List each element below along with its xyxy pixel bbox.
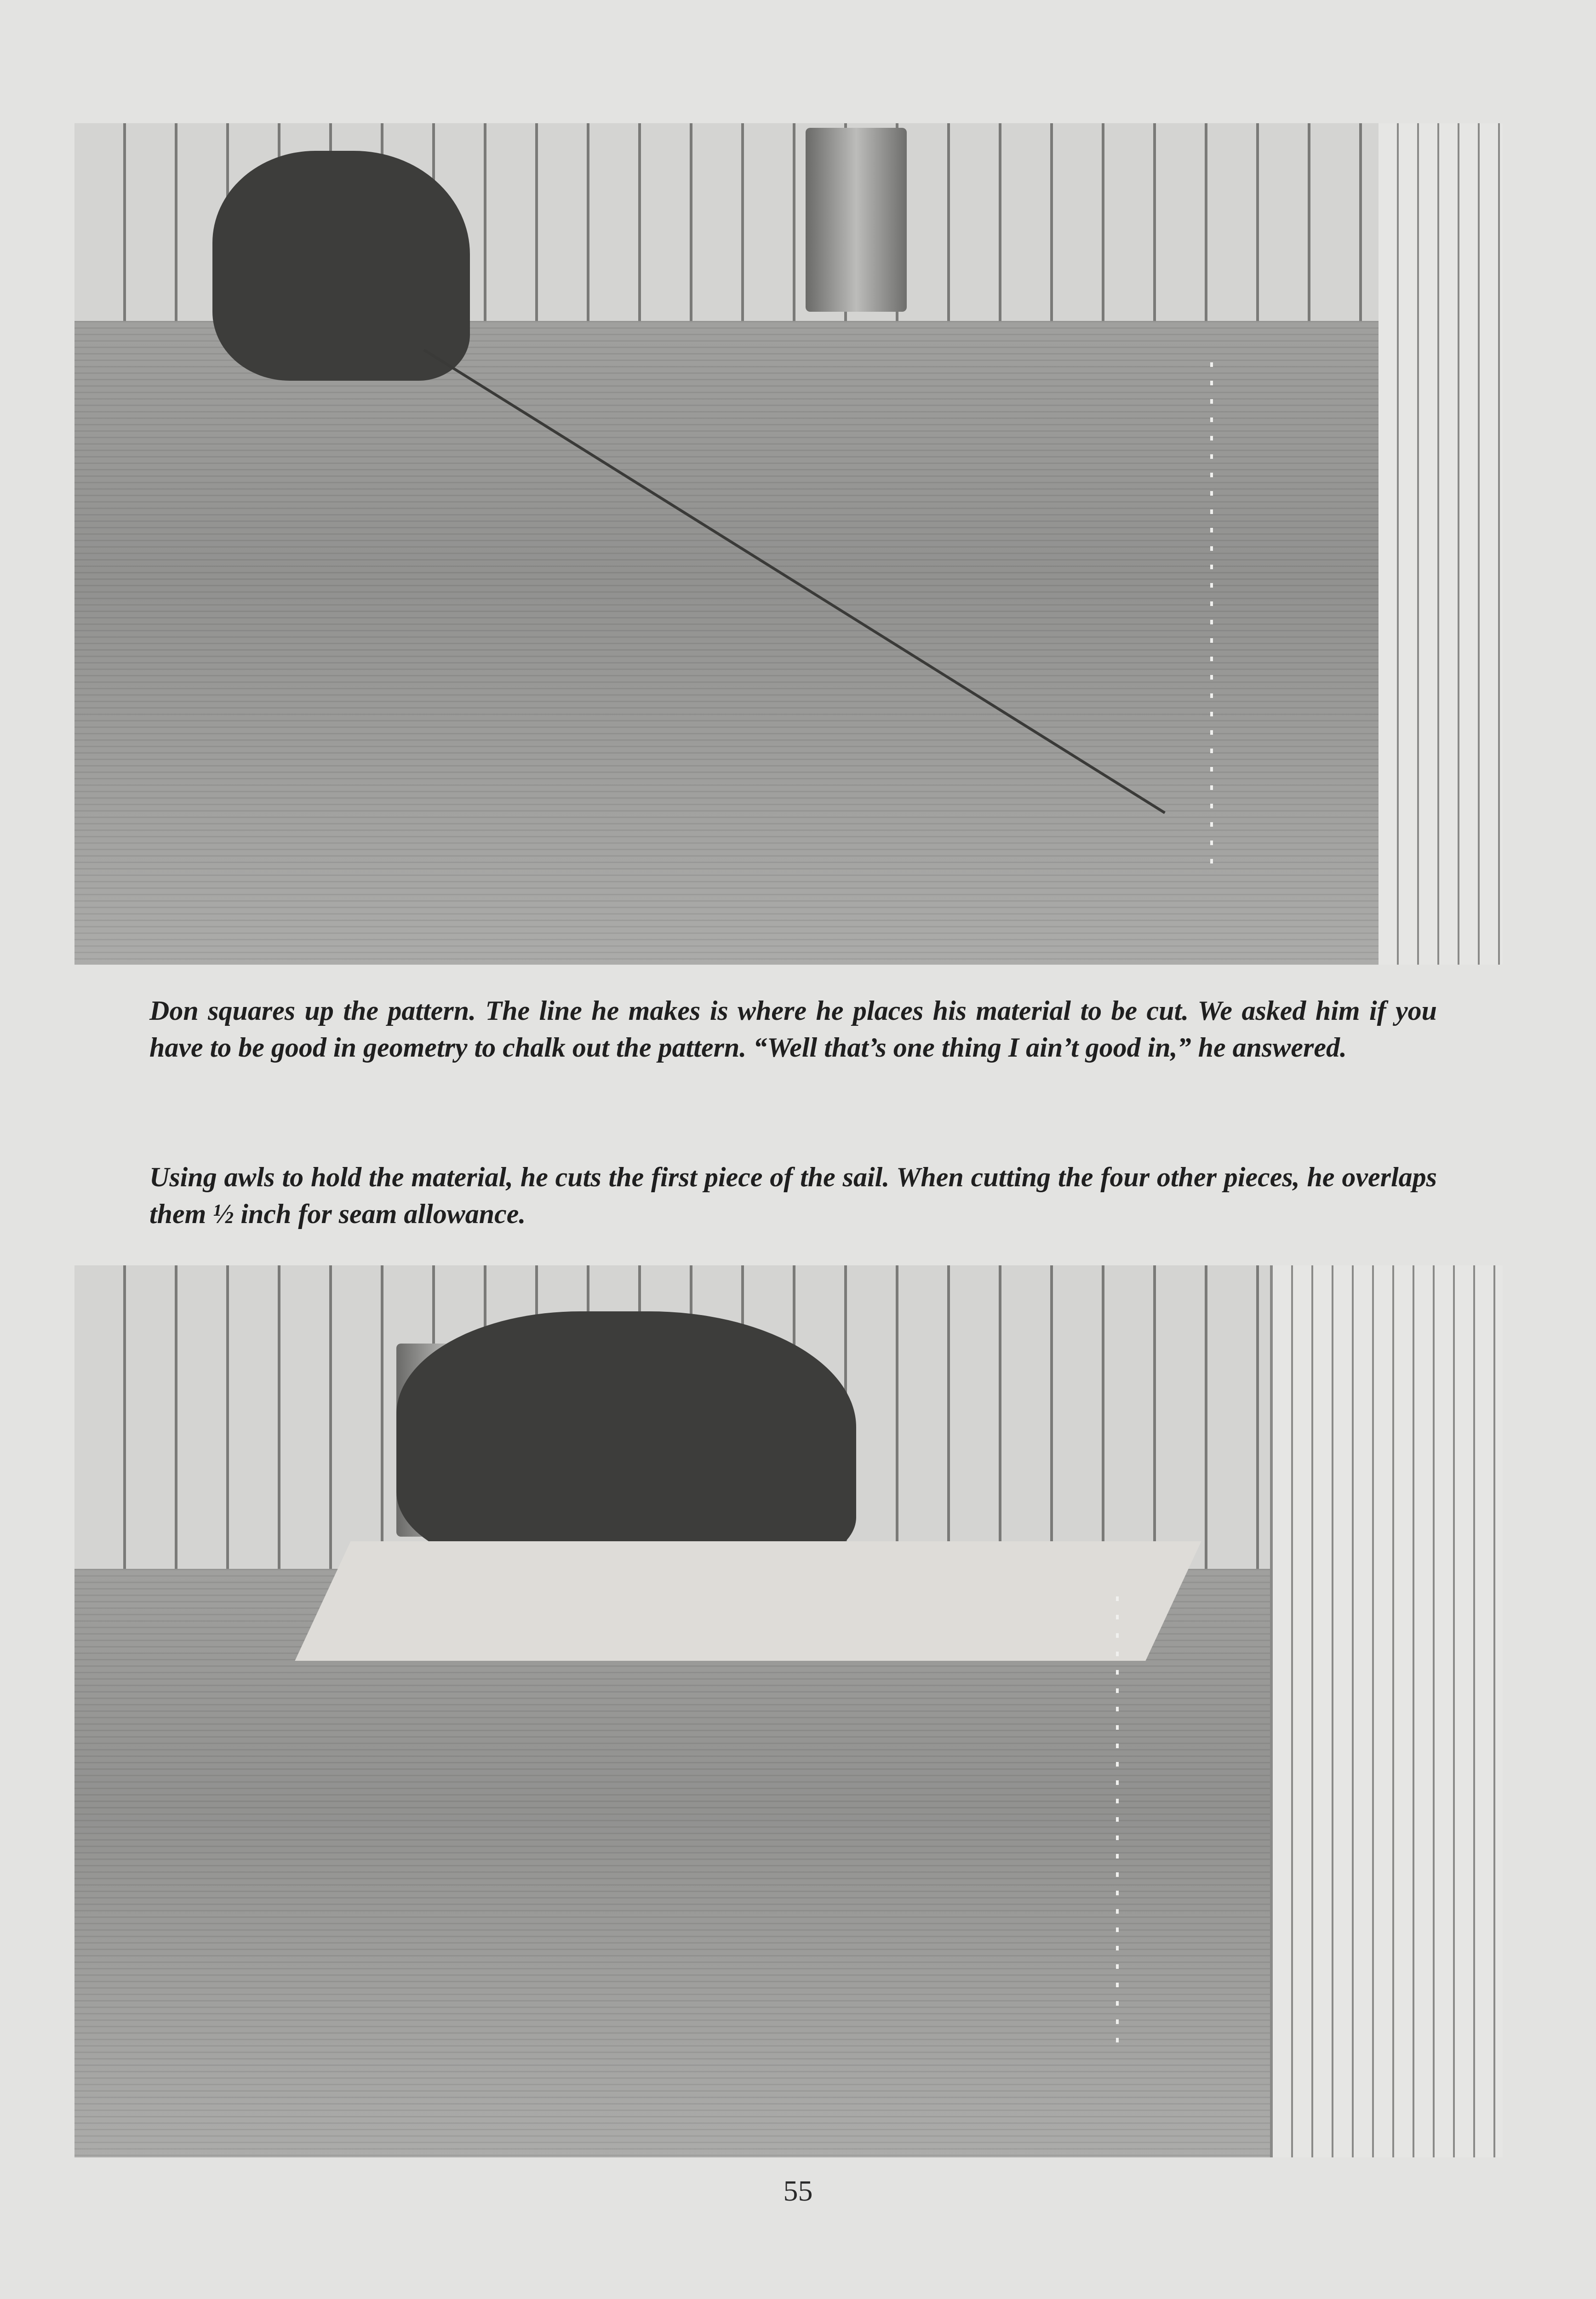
caption-1: Don squares up the pattern. The line he makes is where he places his material to be cut. We asked him if you have to be good in geometry to chalk out the pattern. “Well that’s one thing I ain’t good in,” he answered. bbox=[149, 995, 1437, 1063]
photo-cutting-sail bbox=[74, 1265, 1503, 2157]
sail-material bbox=[295, 1541, 1201, 1661]
kneeling-man bbox=[396, 1311, 856, 1569]
wooden-floor bbox=[74, 321, 1380, 965]
kneeling-man bbox=[212, 151, 470, 381]
side-wall bbox=[1273, 1265, 1503, 2157]
side-wall bbox=[1379, 123, 1503, 965]
photo-squaring-pattern bbox=[74, 123, 1503, 965]
page-number: 55 bbox=[783, 2174, 813, 2207]
caption-2: Using awls to hold the material, he cuts the first piece of the sail. When cutting the four other pieces, he overlaps them ½ inch for seam allowance. bbox=[149, 1162, 1437, 1229]
chalk-dotted-line bbox=[1116, 1596, 1119, 2056]
tree-stump bbox=[806, 128, 907, 312]
chalk-dotted-line bbox=[1210, 362, 1213, 868]
